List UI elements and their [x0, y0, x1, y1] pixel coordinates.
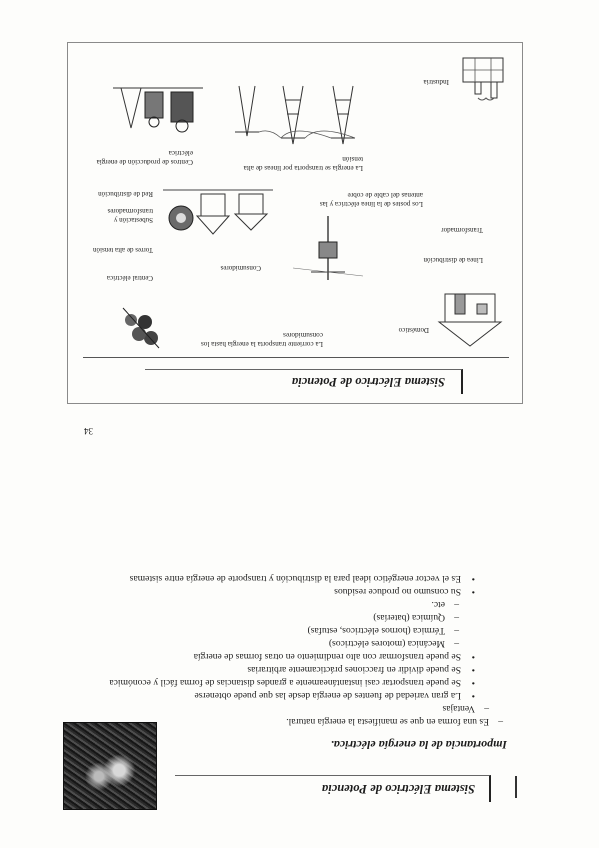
caption-bottom-left: Industria — [423, 78, 449, 86]
label-right-2: Subestación y transformadores — [107, 207, 153, 224]
slide-title: Sistema Eléctrico de Potencia — [145, 369, 463, 394]
label-right-4: Central eléctrica — [106, 274, 153, 282]
night-city-photo — [63, 722, 157, 810]
list-item: – Química (baterías) — [373, 612, 459, 623]
label-right-1: Red de distribución — [98, 190, 153, 198]
caption-bottom-center: La energía se transporta por líneas de alta tensión — [243, 155, 363, 172]
list-item: – Mecánica (motores eléctricos) — [328, 638, 459, 649]
domestic-house-sketch — [435, 290, 505, 350]
slide-title: Sistema Eléctrico de Potencia — [175, 775, 491, 802]
list-item: • La gran variedad de fuentes de energía desde las que puede obtenerse — [194, 690, 475, 701]
bullet-marker: • — [471, 586, 475, 597]
label-left-2: Línea de distribución — [423, 256, 483, 264]
bullet-marker: • — [471, 664, 475, 675]
list-item: • Se puede transportar casi instantáneamente a grandes distancias de forma fácil y económica — [109, 677, 475, 688]
bullet-marker: – — [498, 716, 503, 727]
caption-mid-left: Los postes de la línea eléctrica y las antenas del cable de cobre — [319, 191, 423, 208]
caption-top-right: La corriente transporta la energía hasta los consumidores — [200, 331, 323, 348]
slide-heading: Importancia de la energía eléctrica. — [330, 738, 507, 752]
page-number: 34 — [84, 426, 93, 436]
caption-bottom-right: Centros de producción de energía eléctrica — [96, 149, 193, 166]
transmission-towers-sketch — [223, 84, 373, 154]
list-item: • Se puede transformar con alto rendimiento en otras formas de energía — [193, 651, 475, 662]
label-center: Consumidores — [220, 264, 261, 272]
bullet-marker: • — [471, 573, 475, 584]
list-item: – etc. — [431, 599, 459, 610]
power-plant-sketch — [451, 52, 511, 104]
bullet-list — [75, 572, 505, 728]
label-left-1: Transformador — [441, 226, 483, 234]
consumers-sketch — [163, 184, 273, 254]
list-item: – Ventajas — [442, 703, 489, 714]
bullet-marker: – — [454, 599, 459, 610]
right-top-graphic — [111, 298, 171, 358]
label-right-3: Torres de alta tensión — [93, 246, 153, 254]
list-item: – Es una forma en que se manifiesta la energía natural. — [286, 716, 503, 727]
bullet-marker: – — [454, 612, 459, 623]
slide-power-system-diagram — [67, 34, 523, 404]
pole-transformer-sketch — [293, 214, 363, 284]
bullet-marker: – — [484, 703, 489, 714]
label-left-3: Doméstico — [398, 326, 429, 334]
slide-importance-of-electric-energy — [63, 420, 511, 810]
list-item: • Es el vector energético ideal para la distribución y transporte de energía entre sistemas — [129, 573, 475, 584]
bullet-marker: • — [471, 690, 475, 701]
margin-mark — [515, 776, 517, 798]
bullet-marker: • — [471, 651, 475, 662]
substation-sketch — [113, 82, 203, 142]
bullet-marker: • — [471, 677, 475, 688]
bullet-marker: – — [454, 638, 459, 649]
list-item: • Su consumo no produce residuos — [334, 586, 475, 597]
list-item: • Se puede dividir en fracciones prácticamente arbitrarias — [247, 664, 475, 675]
bullet-marker: – — [454, 625, 459, 636]
list-item: – Térmica (hornos eléctricos, estufas) — [307, 625, 459, 636]
